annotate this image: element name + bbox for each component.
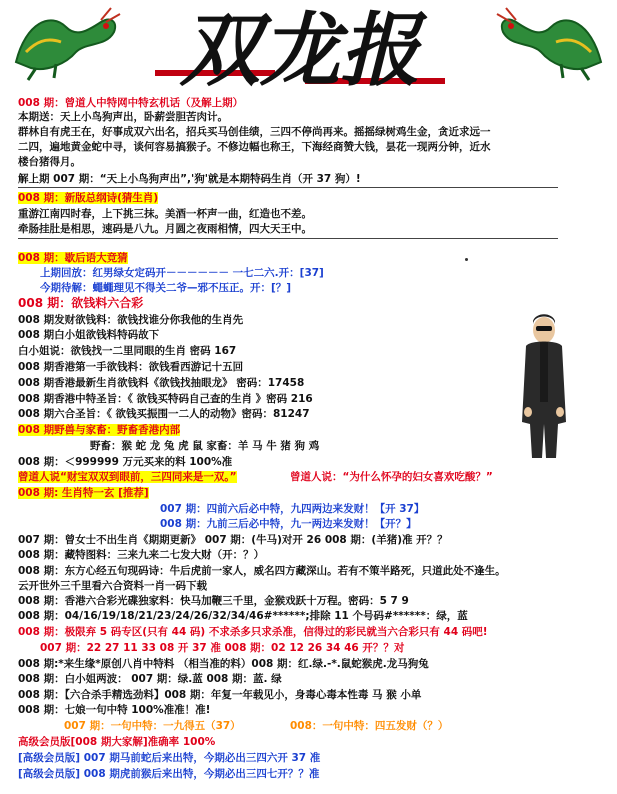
current-riddle: 今期待解：蠅蠅理见不得关二爷—邪不压正。开：[？] <box>40 282 292 294</box>
section4-line: 008 期香港最新生肖欲钱料《欲钱找抽眼龙》 密码：17458 <box>18 377 305 389</box>
section1-line: 群林自有虎王在，好事成双六出名，招兵买马创佳绩，三四不停尚再来。摇摇绿树鸡生金，贪近求远一 <box>18 126 491 138</box>
section4-line: 008 期香港中特圣旨：《 欲钱买特码自己查的生肖 》密码 216 <box>18 393 313 405</box>
section1-line: 二四，遍地黄金蛇中寻，谈何容易搞猴子。不修边幅也称王，下海经商赞大钱，昙花一现两分钟，近水 <box>18 141 491 153</box>
section1-line: 本期送：天上小鸟狗声出，卧薪尝胆苦肉计。 <box>18 111 228 123</box>
section3-heading: 008 期：歇后语大竞猜 <box>18 252 128 264</box>
section7-heading: 高级会员版[008 期大家解]准确率 100% <box>18 736 216 748</box>
section6-line: 008 期：藏特图料：三来九来二七发大财（开：？） <box>18 549 265 561</box>
section5-heading: 008 期野兽与家畜：野畜香港内部 <box>18 424 181 436</box>
divider <box>18 187 558 188</box>
section6-line: 007 期：22 27 11 33 08 开 37 准 008 期：02 12 26 34 46 开？？对 <box>40 642 405 654</box>
orange-line-left: 007 期：一句中特：一九得五（37） <box>64 720 241 732</box>
orange-line-right: 008：一句中特：四五发财（？） <box>290 720 449 732</box>
dragon-left-icon <box>6 2 126 82</box>
money-line: 008 期：＜999999 万元买来的料 100%准 <box>18 456 233 468</box>
saying-left: 曾道人说“财宝双双到眼前，三四同来是一双。” <box>18 471 237 483</box>
section4-line: 008 期发财欲钱料：欲钱找谁分你我他的生肖先 <box>18 314 244 326</box>
section1-line: 楼台猪得月。 <box>18 156 81 168</box>
title-logo <box>155 4 445 90</box>
section6-line: 008 期：白小姐两波： 007 期：绿.蓝 008 期：蓝. 绿 <box>18 673 282 685</box>
section4-heading: 008 期：欲钱料六合彩 <box>18 296 144 310</box>
section4-line: 008 期六合圣旨：《 欲钱买振围一二人的动物》密码：81247 <box>18 408 310 420</box>
title-text: 双龙报 <box>180 4 420 90</box>
section6-line: 008 期：东方心经五句现码诗：牛后虎前一家人，威名四方藏深山。若有不策半路死，只道此处不逢生。 <box>18 565 506 577</box>
page-header <box>0 0 617 92</box>
section6-line: 008 期：极限弃 5 码专区(只有 44 码) 不求杀多只求杀准，信得过的彩民就当六合彩只有 44 码吧! <box>18 626 488 638</box>
dot <box>465 258 468 261</box>
dragon-right-icon <box>491 2 611 82</box>
section6-line: 008 期：七娘一句中特 100%准准！准! <box>18 704 211 716</box>
section4-line: 008 期香港第一手欲钱料：欲钱看西游记十五回 <box>18 361 244 373</box>
section2-line: 重游江南四时春，上下挑三抹。美酒一杯声一曲，红造也不差。 <box>18 208 312 220</box>
blue-line: 008 期：九前三后必中特，九一两边来发财！【开？】 <box>160 518 417 530</box>
section6-line: 007 期：曾女士不出生肖《期期更新》 007 期：(牛马)对开 26 008 期：(羊猪)准 开？？ <box>18 534 448 546</box>
member-line: [高级会员版] 008 期虎前猴后来出特，今期必出三四七开？？准 <box>18 768 320 780</box>
section6-line: 008 期：04/16/19/18/21/23/24/26/32/34/46#******;排除 11 个号码#******：绿，蓝 <box>18 610 468 622</box>
section6-line: 云开世外三千里看六合资料一肖一码下载 <box>18 580 207 592</box>
divider <box>18 238 558 239</box>
section6-line: 008 期：香港六合彩光碟独家料：快马加鞭三千里，金猴戏跃十万程。密码：5 7 9 <box>18 595 409 607</box>
section1-answer: 解上期 007 期：“天上小鸟狗声出”,'狗'就是本期特码生肖（开 37 狗）! <box>18 173 361 185</box>
section6-heading: 008 期: 生肖特一玄 [推荐] <box>18 487 149 499</box>
section2-heading: 008 期：新版总纲诗(猜生肖) <box>18 192 159 204</box>
person-figure-icon <box>516 312 572 460</box>
blue-line: 007 期：四前六后必中特，九四两边来发财！【开 37】 <box>160 503 425 515</box>
member-line: [高级会员版] 007 期马前蛇后来出特，今期必出三四六开 37 准 <box>18 752 321 764</box>
section4-line: 白小姐说：欲钱找一二里同眼的生肖 密码 167 <box>18 345 237 357</box>
section2-line: 牵肠挂肚是相思，速码是八九。月圆之夜雨相情，四大天王中。 <box>18 223 312 235</box>
saying-right: 曾道人说：“为什么怀孕的妇女喜欢吃酸？” <box>290 471 493 483</box>
section1-heading: 008 期：曾道人中特网中特玄机话（及解上期） <box>18 97 244 109</box>
previous-result: 上期回放：红男绿女定码开－－－－－－ 一七二六.开：[37] <box>40 267 324 279</box>
section6-line: 008 期：【六合杀手精选劲料】008 期：年复一年载见小，身毒心毒本性毒 马 猴 小单 <box>18 689 422 701</box>
animals-line: 野畜：猴 蛇 龙 兔 虎 鼠 家畜：羊 马 牛 猪 狗 鸡 <box>90 440 320 452</box>
section4-line: 008 期白小姐欲钱料特码故下 <box>18 329 160 341</box>
section6-line: 008 期:*来生缘*原创八肖中特料 （相当准的料）008 期：红.绿.-*.鼠蛇猴虎.龙马狗兔 <box>18 658 429 670</box>
